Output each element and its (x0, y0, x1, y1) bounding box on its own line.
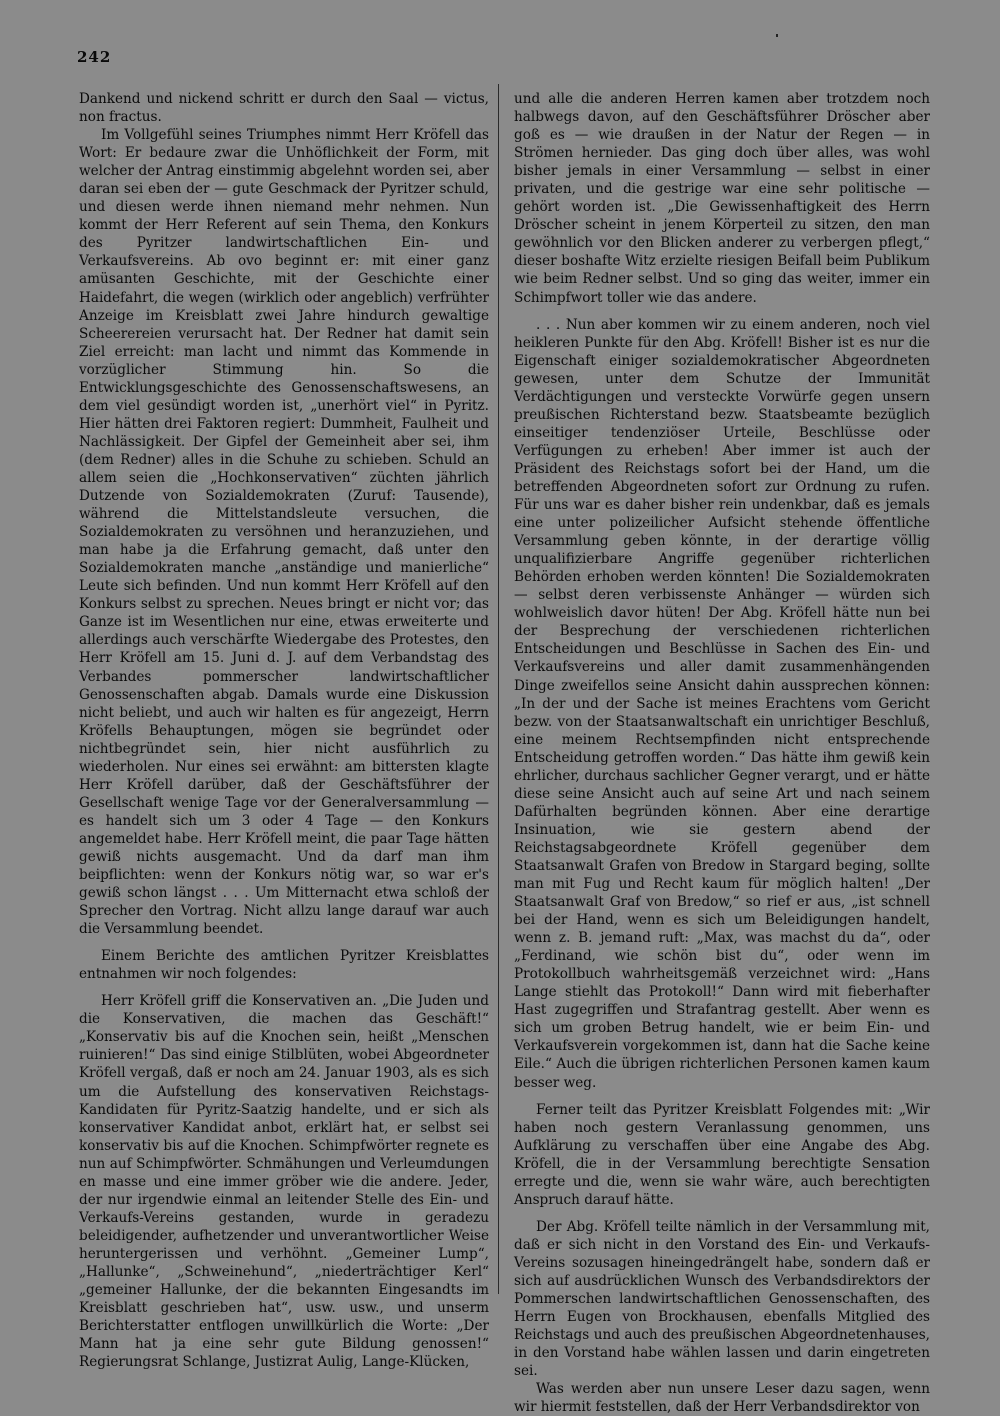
paragraph: Der Abg. Kröfell teilte nämlich in der Versammlung mit, daß er sich nicht in den Vorstand des Ein- und Verkaufs-Vereins sozusagen hineingedrängelt habe, sondern daß er sich auf ausdrücklichen Wunsch des Verbandsdirektors der Pommerschen landwirtschaftlichen Genossenschaften, des Herrn Eugen von Brockhausen, ebenfalls Mitglied des Reichstags und auch des preußischen Abgeordnetenhauses, in den Vorstand habe wählen lassen und darin eingetreten sei. (514, 1218, 930, 1380)
paragraph: Herr Kröfell griff die Konservativen an. „Die Juden und die Konservativen, die machen das Geschäft!“ „Konservativ bis auf die Knochen sein, heißt „Menschen ruinieren!“ Das sind einige Stilblüten, wobei Abgeordneter Kröfell vergaß, daß er noch am 24. Januar 1903, als es sich um die Aufstellung des konservativen Reichstags-Kandidaten für Pyritz-Saatzig handelte, und er sich als konservativer Kandidat anbot, erklärt hat, er selbst sei konservativ bis auf die Knochen. Schimpfwörter regnete es nun auf Schimpfwörter. Schmähungen und Verleumdungen en masse und eine immer gröber wie die andere. Jeder, der nur irgendwie einmal an leitender Stelle des Ein- und Verkaufs-Vereins gestanden, wurde in geradezu beleidigender, aufhetzender und unverantwortlicher Weise heruntergerissen und verhöhnt. „Gemeiner Lump“, „Hallunke“, „Schweinehund“, „niederträchtiger Kerl“ „gemeiner Hallunke, der die bekannten Eingesandts im Kreisblatt geschrieben hat“, usw. usw., und unserm Berichterstatter entflogen unwillkürlich die Worte: „Der Mann hat ja eine sehr gute Bildung genossen!“ Regierungsrat Schlange, Justizrat Aulig, Lange-Klücken, (79, 993, 489, 1371)
paragraph: Einem Berichte des amtlichen Pyritzer Kreisblattes entnahmen wir noch folgendes: (79, 948, 489, 983)
paragraph: Dankend und nickend schritt er durch den Saal — victus, non fractus. (79, 91, 489, 126)
page-number: 242 (77, 48, 112, 66)
paragraph: Im Vollgefühl seines Triumphes nimmt Herr Kröfell das Wort: Er bedaure zwar die Unhöflichkeit der Form, mit welcher der Antrag einstimmig abgelehnt worden sei, aber daran sei eben der — gute Geschmack der Pyritzer schuld, und diesen werde ihnen niemand mehr nehmen. Nun kommt der Herr Referent auf sein Thema, den Konkurs des Pyritzer landwirtschaftlichen Ein- und Verkaufsvereins. Ab ovo beginnt er: mit einer ganz amüsanten Geschichte, mit der Geschichte einer Haidefahrt, die wegen (wirklich oder angeblich) verfrühter Anzeige im Kreisblatt zwei Jahre hindurch gewaltige Scheerereien verursacht hat. Der Redner hat damit sein Ziel erreicht: man lacht und nimmt das Kommende in vorzüglicher Stimmung hin. So die Entwicklungsgeschichte des Genossenschaftswesens, an dem viel gesündigt worden ist, „unerhört viel“ in Pyritz. Hier hätten drei Faktoren regiert: Dummheit, Faulheit und Nachlässigkeit. Der Gipfel der Gemeinheit aber sei, ihm (dem Redner) alles in die Schuhe zu schieben. Schuld an allem seien die „Hochkonservativen“ züchten jährlich Dutzende von Sozialdemokraten (Zuruf: Tausende), während die Mittelstandsleute versuchen, die Sozialdemokraten zu versöhnen und heranzuziehen, und man habe ja die Erfahrung gemacht, daß unter den Sozialdemokraten manche „anständige und manierliche“ Leute sich befinden. Und nun kommt Herr Kröfell auf den Konkurs selbst zu sprechen. Neues bringt er nicht vor; das Ganze ist im Wesentlichen nur eine, etwas erweiterte und allerdings auch verschärfte Wiedergabe des Protestes, den Herr Kröfell am 15. Juni d. J. auf dem Verbandstag des Verbandes pommerscher landwirtschaftlicher Genossenschaften abgab. Damals wurde eine Diskussion nicht beliebt, und auch wir halten es für angezeigt, Herrn Kröfells Behauptungen, mögen sie begründet oder nichtbegründet sein, hier nicht ausführlich zu wiederholen. Nur eines sei erwähnt: am bittersten klagte Herr Kröfell darüber, daß der Geschäftsführer der Gesellschaft wenige Tage vor der Generalversammlung — es handelt sich um 3 oder 4 Tage — den Konkurs angemeldet habe. Herr Kröfell meint, die paar Tage hätten gewiß nichts ausgemacht. Und da darf man ihm beipflichten: wenn der Konkurs nötig war, so war er's gewiß schon längst . . . Um Mitternacht etwa schloß der Sprecher den Vortrag. Nicht allzu lange darauf war auch die Versammlung beendet. (79, 127, 489, 938)
paragraph: Ferner teilt das Pyritzer Kreisblatt Folgendes mit: „Wir haben noch gestern Veranlassung genommen, uns Aufklärung zu verschaffen über eine Angabe des Abg. Kröfell, die in der Versammlung berechtigte Sensation erregte und die, wenn sie wahr wäre, auch berechtigten Anspruch darauf hätte. (514, 1101, 930, 1208)
left-column (79, 90, 489, 1371)
scan-mark (776, 34, 778, 37)
paragraph: Was werden aber nun unsere Leser dazu sagen, wenn wir hiermit feststellen, daß der Herr Verbandsdirektor von (514, 1381, 930, 1416)
paragraph: . . . Nun aber kommen wir zu einem anderen, noch viel heikleren Punkte für den Abg. Kröfell! Bisher ist es nur die Eigenschaft einiger sozialdemokratischer Abgeordneten gewesen, unter dem Schutze der Immunität Verdächtigungen und versteckte Vorwürfe gegen unsern preußischen Richterstand bezw. Staatsbeamte bezüglich einseitiger tendenziöser Urteile, Beschlüsse oder Verfügungen zu erheben! Aber immer ist auch der Präsident des Reichstags sofort bei der Hand, um die betreffenden Abgeordneten sofort zur Ordnung zu rufen. Für uns war es daher bisher rein undenkbar, daß es jemals eine unter polizeilicher Aufsicht stehende öffentliche Versammlung geben könnte, in der derartige völlig unqualifizierbare Angriffe gegenüber richterlichen Behörden erhoben werden könnten! Die Sozialdemokraten — selbst deren verbissenste Anhänger — würden sich wohlweislich davor hüten! Der Abg. Kröfell hätte nun bei der Besprechung der verschiedenen richterlichen Entscheidungen und Beschlüsse in Sachen des Ein- und Verkaufsvereins und aller damit zusammenhängenden Dinge zweifellos seine Ansicht dahin aussprechen können: „In der und der Sache ist meines Erachtens vom Gericht bezw. von der Staatsanwaltschaft ein unrichtiger Beschluß, eine meinem Rechtsempfinden nicht entsprechende Entscheidung getroffen worden.“ Das hätte ihm gewiß kein ehrlicher, durchaus sachlicher Gegner verargt, und er hätte diese seine Ansicht auch auf seine Art und nach seinem Dafürhalten begründen können. Aber eine derartige Insinuation, wie sie gestern abend der Reichstagsabgeordnete Kröfell gegenüber dem Staatsanwalt Grafen von Bredow in Stargard beging, sollte man mit Fug und Recht kaum für möglich halten! „Der Staatsanwalt Graf von Bredow,“ so rief er aus, „ist schnell bei der Hand, wenn es sich um Beleidigungen handelt, wenn z. B. jemand ruft: „Max, was machst du da“, oder „Ferdinand, wie schön bist du“, oder wenn im Protokollbuch wahrheitsgemäß verzeichnet wird: „Hans Lange stiehlt das Protokoll!“ Dann wird mit fieberhafter Hast zugegriffen und Strafantrag gestellt. Aber wenn es sich um groben Betrug handelt, wie er beim Ein- und Verkaufsverein vorgekommen ist, dann hat die Sache keine Eile.“ Auch die übrigen richterlichen Personen kamen kaum besser weg. (514, 316, 930, 1091)
right-column (514, 90, 930, 1416)
paragraph: und alle die anderen Herren kamen aber trotzdem noch halbwegs davon, auf den Geschäftsführer Dröscher aber goß es — wie draußen in der Natur der Regen — in Strömen hernieder. Das ging doch über alles, was wohl bisher jemals in einer Versammlung — selbst in einer privaten, und die gestrige war eine sehr politische — gehört worden ist. „Die Gewissenhaftigkeit des Herrn Dröscher scheint in jenem Körperteil zu sitzen, den man gewöhnlich vor den Blicken anderer zu verbergen pflegt,“ dieser boshafte Witz erzielte riesigen Beifall beim Publikum wie beim Redner selbst. Und so ging das weiter, immer ein Schimpfwort toller wie das andere. (514, 91, 930, 306)
column-divider (498, 84, 499, 1294)
